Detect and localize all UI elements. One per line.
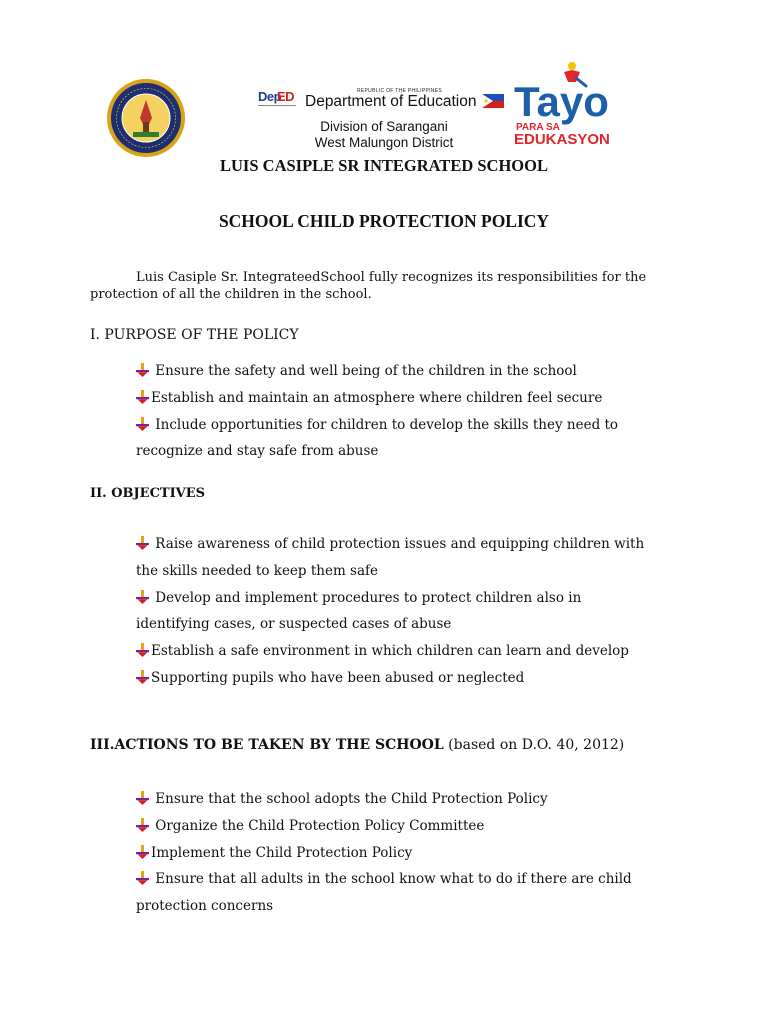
section-heading-actions (90, 737, 624, 753)
school-seal-logo (106, 78, 186, 158)
list-item: Establish and maintain an atmosphere where children feel secure (136, 385, 656, 412)
actions-heading-text: III.ACTIONS TO BE TAKEN BY THE SCHOOL (90, 737, 444, 753)
school-name: LUIS CASIPLE SR INTEGRATED SCHOOL (220, 156, 548, 175)
deped-logo: Dep ED (258, 89, 295, 104)
division-block (250, 119, 518, 151)
page-title: SCHOOL CHILD PROTECTION POLICY (218, 211, 550, 231)
list-item-continuation: the skills needed to keep them safe (136, 563, 379, 579)
list-item: Develop and implement procedures to protect children also in (136, 585, 656, 612)
list-item-continuation: recognize and stay safe from abuse (136, 443, 379, 459)
arrow-bullet-icon (136, 417, 149, 431)
list-item-continuation: identifying cases, or suspected cases of abuse (136, 616, 452, 632)
section-heading-purpose: I. PURPOSE OF THE POLICY (90, 327, 299, 343)
list-item: Raise awareness of child protection issues and equipping children with (136, 531, 656, 558)
tayo-para-sa-edukasyon-logo (512, 60, 620, 150)
arrow-bullet-icon (136, 791, 149, 805)
tayo-tagline-1: PARA SA (516, 122, 560, 133)
list-item: Establish a safe environment in which children can learn and develop (136, 638, 656, 665)
tayo-tagline-2: EDUKASYON (514, 131, 610, 148)
intro-line-2: protection of all the children in the school. (90, 287, 372, 302)
district-name: West Malungon District (314, 135, 454, 150)
arrow-bullet-icon (136, 845, 149, 859)
list-item: Ensure that the school adopts the Child Protection Policy (136, 786, 656, 813)
arrow-bullet-icon (136, 536, 149, 550)
section-heading-objectives: II. OBJECTIVES (90, 486, 206, 501)
arrow-bullet-icon (136, 363, 149, 377)
arrow-bullet-icon (136, 390, 149, 404)
list-item: Supporting pupils who have been abused or neglected (136, 665, 656, 692)
arrow-bullet-icon (136, 670, 149, 684)
intro-paragraph (90, 269, 660, 303)
list-item: Include opportunities for children to develop the skills they need to (136, 412, 656, 439)
arrow-bullet-icon (136, 818, 149, 832)
list-item: Implement the Child Protection Policy (136, 840, 656, 867)
arrow-bullet-icon (136, 643, 149, 657)
list-item-continuation: protection concerns (136, 898, 274, 914)
department-name: Department of Education (305, 93, 477, 110)
intro-line-1: Luis Casiple Sr. IntegrateedSchool fully recognizes its responsibilities for the (136, 270, 647, 285)
list-item: Ensure the safety and well being of the children in the school (136, 358, 656, 385)
tayo-title: Tayo (514, 78, 609, 125)
list-item: Organize the Child Protection Policy Committee (136, 813, 656, 840)
philippine-flag-icon (482, 93, 504, 107)
republic-label: REPUBLIC OF THE PHILIPPINES (357, 88, 442, 94)
arrow-bullet-icon (136, 871, 149, 885)
actions-heading-note: (based on D.O. 40, 2012) (443, 737, 625, 753)
division-name: Division of Sarangani (320, 119, 448, 134)
arrow-bullet-icon (136, 590, 149, 604)
list-item: Ensure that all adults in the school know what to do if there are child (136, 866, 656, 893)
